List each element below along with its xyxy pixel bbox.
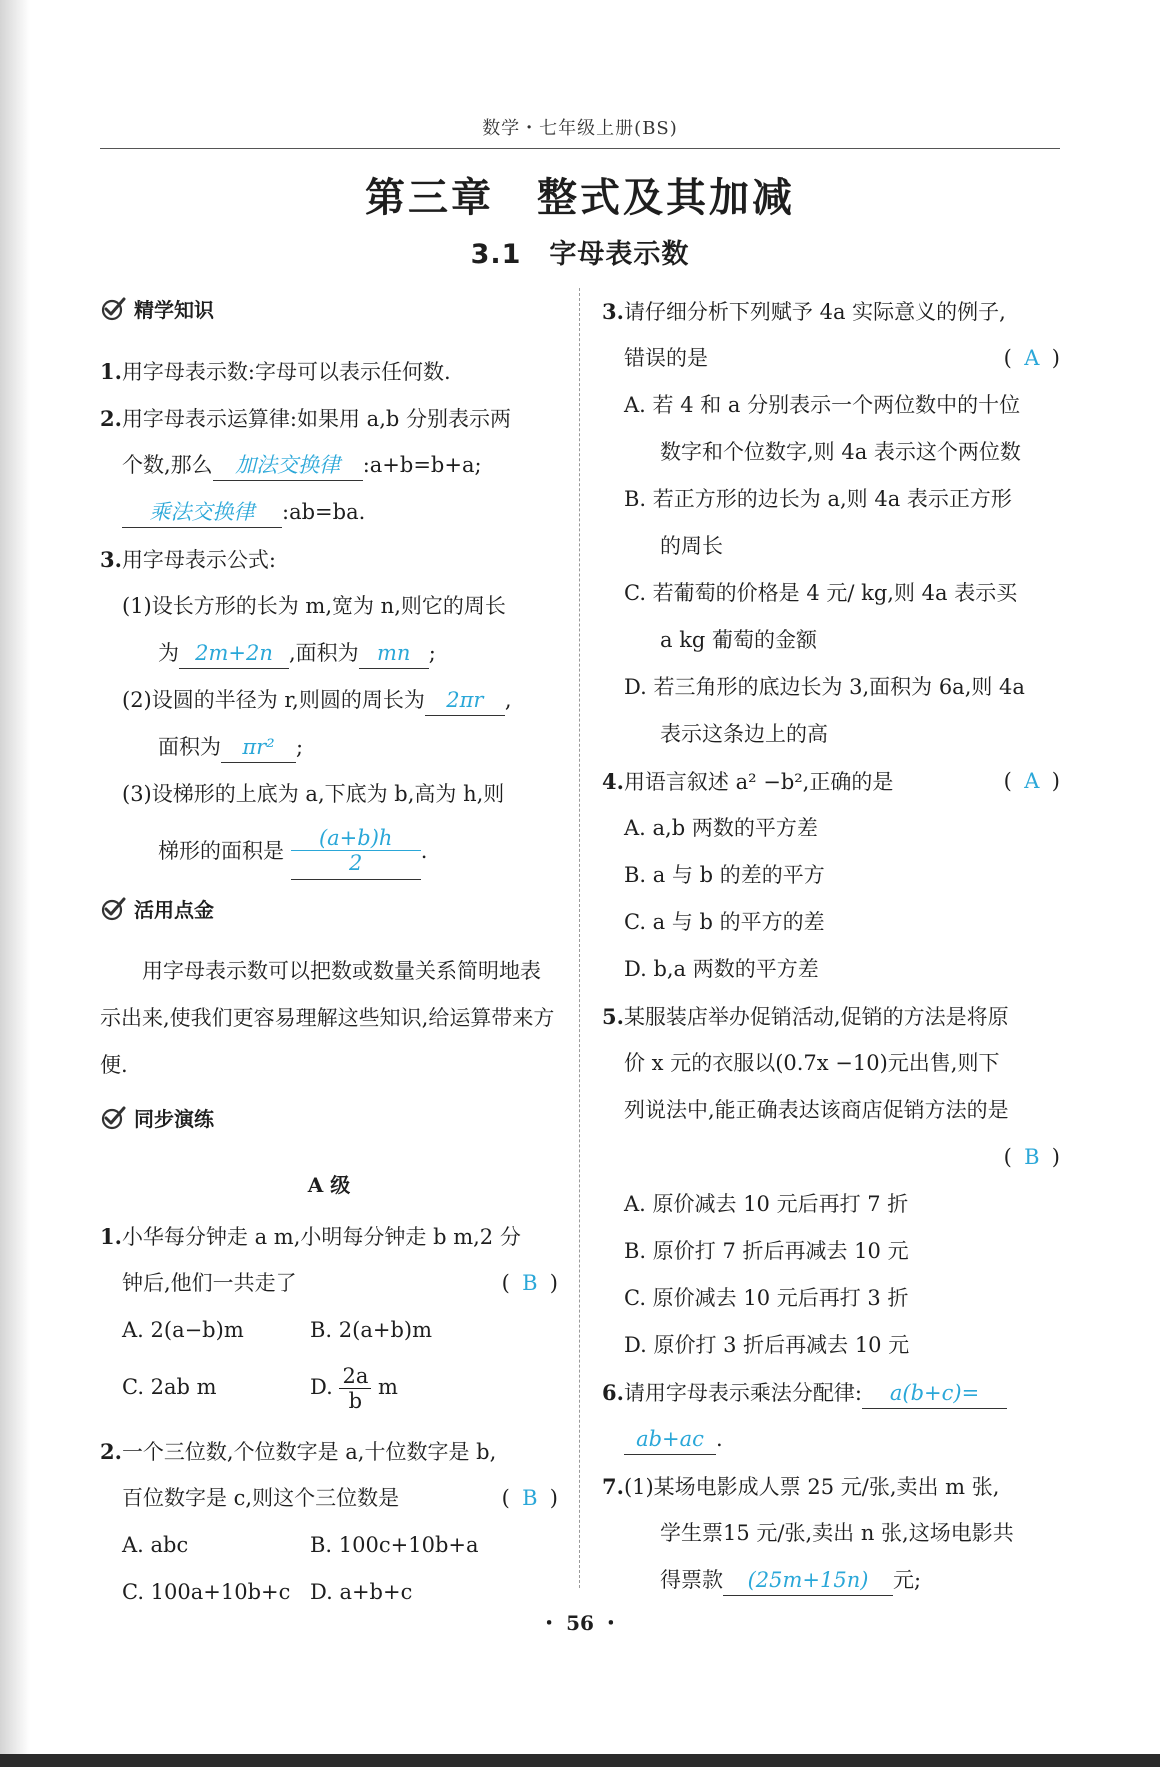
option-b: B. 2(a+b)m bbox=[310, 1318, 433, 1342]
option-c: C. 100a+10b+c bbox=[122, 1580, 291, 1604]
question-3-option-a: A. 若 4 和 a 分别表示一个两位数中的十位 bbox=[624, 393, 1021, 417]
chapter-title: 第三章 整式及其加减 bbox=[365, 175, 795, 221]
check-badge-icon bbox=[100, 1105, 126, 1131]
question-5-line2: 价 x 元的衣服以(0.7x −10)元出售,则下 bbox=[624, 1051, 1000, 1075]
answer-bracket: ( A ) bbox=[1003, 346, 1060, 370]
question-3-option-d: D. 若三角形的底边长为 3,面积为 6a,则 4a bbox=[624, 675, 1025, 699]
knowledge-item-2-line3: 乘法交换律 :ab=ba. bbox=[100, 489, 558, 536]
answer-bracket: ( B ) bbox=[501, 1271, 558, 1295]
question-1-options-row2 bbox=[100, 1354, 558, 1420]
answer-blank: 乘法交换律 bbox=[122, 497, 282, 528]
check-badge-icon bbox=[100, 296, 126, 322]
knowledge-item-3-1-line2: 为 2m+2n ,面积为 mn ; bbox=[100, 630, 558, 677]
question-3-option-c-line2: a kg 葡萄的金额 bbox=[660, 628, 818, 652]
knowledge-item-3-2: (2)设圆的半径为 r,则圆的周长为 2πr , bbox=[100, 677, 558, 724]
heading-text: 精学知识 bbox=[134, 298, 214, 322]
question-2: 2.一个三位数,个位数字是 a,十位数字是 b, bbox=[100, 1439, 497, 1464]
answer-blank: mn bbox=[359, 638, 429, 669]
question-4: 4.用语言叙述 a² −b²,正确的是 ( A ) bbox=[602, 758, 1060, 805]
option-a: A. abc bbox=[122, 1533, 189, 1557]
question-5-option-b: B. 原价打 7 折后再减去 10 元 bbox=[624, 1239, 909, 1263]
knowledge-item-3-3: (3)设梯形的上底为 a,下底为 b,高为 h,则 bbox=[122, 782, 505, 806]
option-d: D. a+b+c bbox=[310, 1580, 413, 1604]
section-heading-tips bbox=[100, 888, 558, 948]
heading-text: 同步演练 bbox=[134, 1107, 214, 1131]
bottom-edge bbox=[0, 1754, 1160, 1767]
question-3-line2: 错误的是 ( A ) bbox=[602, 335, 1060, 382]
question-5-option-d: D. 原价打 3 折后再减去 10 元 bbox=[624, 1333, 910, 1357]
level-label: A 级 bbox=[307, 1173, 351, 1197]
answer-bracket: ( A ) bbox=[1003, 769, 1060, 793]
question-4-option-a: A. a,b 两数的平方差 bbox=[624, 816, 818, 840]
section-title: 3.1 字母表示数 bbox=[470, 239, 690, 270]
question-5-line3: 列说法中,能正确表达该商店促销方法的是 bbox=[624, 1098, 1009, 1122]
knowledge-item-3-1: (1)设长方形的长为 m,宽为 n,则它的周长 bbox=[122, 594, 506, 618]
knowledge-item-2: 2.用字母表示运算律:如果用 a,b 分别表示两 bbox=[100, 406, 511, 431]
answer-blank: (25m+15n) bbox=[723, 1565, 893, 1596]
question-3-option-b-line2: 的周长 bbox=[660, 534, 723, 558]
knowledge-item-3: 3.用字母表示公式: bbox=[100, 547, 277, 572]
question-2-options-row1 bbox=[100, 1522, 558, 1569]
answer-blank: 2πr bbox=[425, 685, 505, 716]
section-heading-practice bbox=[100, 1097, 558, 1157]
question-3-option-b: B. 若正方形的边长为 a,则 4a 表示正方形 bbox=[624, 487, 1012, 511]
check-badge-icon bbox=[100, 896, 126, 922]
question-7-line2: 学生票15 元/张,卖出 n 张,这场电影共 bbox=[660, 1521, 1014, 1545]
option-d: D. $\frac{2a}{b}$ m bbox=[310, 1364, 398, 1413]
question-3-option-d-line2: 表示这条边上的高 bbox=[660, 722, 828, 746]
question-6-line2: ab+ac . bbox=[602, 1416, 1060, 1463]
left-column bbox=[100, 288, 558, 1616]
question-5-answer-line bbox=[602, 1134, 1060, 1181]
option-a: A. 2(a−b)m bbox=[122, 1318, 244, 1342]
question-7: 7.(1)某场电影成人票 25 元/张,卖出 m 张, bbox=[602, 1474, 1000, 1499]
question-3-option-c: C. 若葡萄的价格是 4 元/ kg,则 4a 表示买 bbox=[624, 581, 1018, 605]
knowledge-item-3-2-line2: 面积为 πr² ; bbox=[100, 724, 558, 771]
fraction-answer-blank: $\frac{(a+b)h}{2}$ bbox=[291, 826, 421, 880]
answer-bracket: ( B ) bbox=[501, 1486, 558, 1510]
heading-text: 活用点金 bbox=[134, 898, 214, 922]
knowledge-item-2-line2: 个数,那么 加法交换律 :a+b=b+a; bbox=[100, 442, 558, 489]
knowledge-item-1: 1.用字母表示数:字母可以表示任何数. bbox=[100, 359, 451, 384]
answer-blank: 2m+2n bbox=[179, 638, 289, 669]
option-b: B. 100c+10b+a bbox=[310, 1533, 479, 1557]
column-divider bbox=[579, 288, 580, 1588]
answer-bracket: ( B ) bbox=[1003, 1145, 1060, 1169]
answer-blank: πr² bbox=[221, 732, 296, 763]
answer-blank: ab+ac bbox=[624, 1424, 716, 1455]
question-5: 5.某服装店举办促销活动,促销的方法是将原 bbox=[602, 1004, 1009, 1029]
page-number: ・ 56 ・ bbox=[539, 1611, 621, 1635]
question-4-option-b: B. a 与 b 的差的平方 bbox=[624, 863, 825, 887]
answer-blank: 加法交换律 bbox=[213, 450, 363, 481]
question-1: 1.小华每分钟走 a m,小明每分钟走 b m,2 分 bbox=[100, 1224, 521, 1249]
question-2-line2: 百位数字是 c,则这个三位数是 ( B ) bbox=[100, 1475, 558, 1522]
tip-paragraph: 用字母表示数可以把数或数量关系简明地表示出来,使我们更容易理解这些知识,给运算带来方便. bbox=[100, 959, 555, 1077]
running-header: 数学・七年级上册(BS) bbox=[482, 118, 678, 139]
question-3: 3.请仔细分析下列赋予 4a 实际意义的例子, bbox=[602, 299, 1006, 324]
knowledge-item-3-3-line2: 梯形的面积是 $\frac{(a+b)h}{2}$ . bbox=[100, 818, 558, 884]
question-6: 6.请用字母表示乘法分配律: a(b+c)= bbox=[602, 1369, 1060, 1416]
header-rule bbox=[100, 148, 1060, 149]
question-5-option-a: A. 原价减去 10 元后再打 7 折 bbox=[624, 1192, 909, 1216]
question-3-option-a-line2: 数字和个位数字,则 4a 表示这个两位数 bbox=[660, 440, 1021, 464]
right-column bbox=[602, 288, 1060, 1604]
question-4-option-c: C. a 与 b 的平方的差 bbox=[624, 910, 825, 934]
question-4-option-d: D. b,a 两数的平方差 bbox=[624, 957, 819, 981]
question-1-options-row1 bbox=[100, 1307, 558, 1354]
question-1-line2: 钟后,他们一共走了 ( B ) bbox=[100, 1260, 558, 1307]
question-7-line3: 得票款 (25m+15n) 元; bbox=[602, 1557, 1060, 1604]
question-5-option-c: C. 原价减去 10 元后再打 3 折 bbox=[624, 1286, 909, 1310]
answer-blank: a(b+c)= bbox=[862, 1378, 1007, 1409]
option-c: C. 2ab m bbox=[122, 1375, 217, 1399]
section-heading-knowledge bbox=[100, 288, 558, 348]
